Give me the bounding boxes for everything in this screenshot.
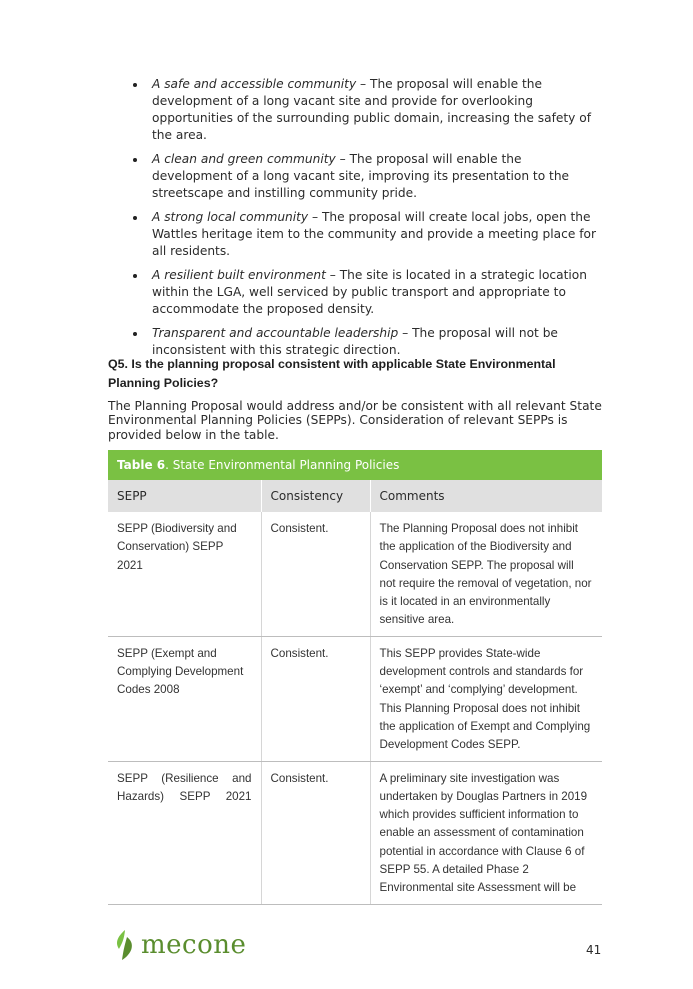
table-caption-text: . State Environmental Planning Policies <box>165 458 400 472</box>
list-item-title: Transparent and accountable leadership <box>152 326 399 340</box>
table-caption <box>108 450 602 480</box>
table-row <box>108 761 602 904</box>
bullet-icon <box>133 158 137 162</box>
table-caption-label: Table 6 <box>117 458 166 472</box>
list-item-text: – The proposal will create local jobs, open the Wattles heritage item to the community and provide a meeting place for all residents. <box>152 210 596 258</box>
strategic-directions-list <box>108 76 603 366</box>
cell-sepp: SEPP (Resilience and Hazards) SEPP 2021 <box>108 761 261 904</box>
cell-consistency: Consistent. <box>261 636 370 761</box>
list-item <box>108 151 603 202</box>
list-item-text: – The site is located in a strategic location within the LGA, well serviced by public transport and appropriate to accommodate the proposed density. <box>152 268 587 316</box>
bullet-icon <box>133 216 137 220</box>
column-header-sepp: SEPP <box>108 480 261 512</box>
leaf-icon <box>113 929 135 961</box>
question-heading: Q5. Is the planning proposal consistent with applicable State Environmental Planning Policies? <box>108 357 556 390</box>
cell-comments: A preliminary site investigation was undertaken by Douglas Partners in 2019 which provides sufficient information to enable an assessment of contamination potential in accordance with Clause 6 of SEPP 55. A detailed Phase 2 Environmental site Assessment will be <box>370 761 602 904</box>
logo-text: mecone <box>141 930 247 960</box>
table-row <box>108 512 602 636</box>
cell-sepp: SEPP (Biodiversity and Conservation) SEPP 2021 <box>108 512 261 636</box>
list-item-text: – The proposal will enable the development of a long vacant site and provide for overlooking opportunities of the surrounding public domain, increasing the safety of the area. <box>152 77 591 142</box>
list-item-title: A clean and green community <box>152 152 336 166</box>
table-header-row <box>108 480 602 512</box>
mecone-logo <box>113 928 246 962</box>
column-header-comments: Comments <box>370 480 602 512</box>
list-item-text: – The proposal will enable the development of a long vacant site, improving its presentation to the streetscape and instilling community pride. <box>152 152 570 200</box>
list-item-title: A strong local community <box>152 210 309 224</box>
list-item <box>108 76 603 144</box>
list-item-title: A resilient built environment <box>152 268 326 282</box>
page-number: 41 <box>586 943 602 957</box>
cell-consistency: Consistent. <box>261 761 370 904</box>
bullet-icon <box>133 83 137 87</box>
list-item <box>108 325 603 359</box>
cell-sepp: SEPP (Exempt and Complying Development Codes 2008 <box>108 636 261 761</box>
intro-paragraph: The Planning Proposal would address and/or be consistent with all relevant State Environmental Planning Policies (SEPPs). Consideration of relevant SEPPs is provided below in the table. <box>108 399 602 442</box>
list-item <box>108 267 603 318</box>
list-item <box>108 209 603 260</box>
cell-comments: This SEPP provides State-wide development controls and standards for ‘exempt’ and ‘complying’ development. This Planning Proposal does not inhibit the application of Exempt and Complying Development Codes SEPP. <box>370 636 602 761</box>
bullet-icon <box>133 274 137 278</box>
cell-comments: The Planning Proposal does not inhibit the application of the Biodiversity and Conservation SEPP. The proposal will not require the removal of vegetation, nor is it located in an environmentally sensitive area. <box>370 512 602 636</box>
column-header-consistency: Consistency <box>261 480 370 512</box>
table-row <box>108 636 602 761</box>
table <box>108 480 602 905</box>
list-item-text: – The proposal will not be inconsistent with this strategic direction. <box>152 326 558 357</box>
cell-consistency: Consistent. <box>261 512 370 636</box>
sepp-table <box>108 450 602 905</box>
bullet-icon <box>133 332 137 336</box>
list-item-title: A safe and accessible community <box>152 77 357 91</box>
